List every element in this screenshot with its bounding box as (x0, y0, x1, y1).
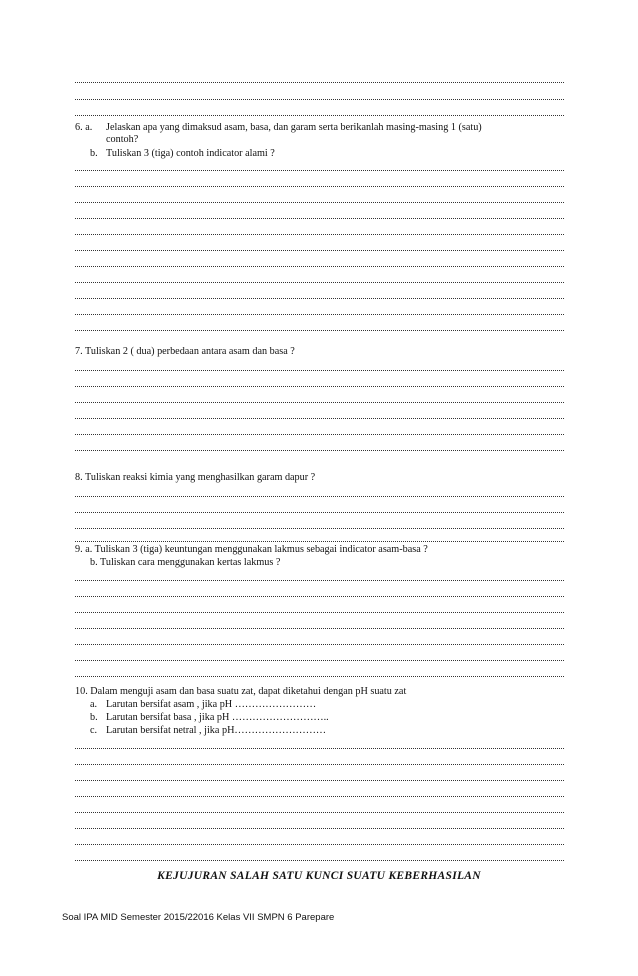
question-7-text: 7. Tuliskan 2 ( dua) perbedaan antara asam dan basa ? (75, 346, 295, 357)
question-9a-text: 9. a. Tuliskan 3 (tiga) keuntungan menggunakan lakmus sebagai indicator asam-basa ? (75, 544, 428, 555)
answer-line (75, 82, 564, 83)
answer-line (75, 434, 564, 435)
answer-line (75, 541, 564, 542)
question-10c-text: Larutan bersifat netral , jika pH……………………… (106, 725, 327, 736)
question-6b-text: Tuliskan 3 (tiga) contoh indicator alami ? (106, 148, 275, 159)
answer-line (75, 860, 564, 861)
answer-line (75, 282, 564, 283)
question-10a-text: Larutan bersifat asam , jika pH …………………… (106, 699, 317, 710)
answer-line (75, 612, 564, 613)
answer-line (75, 644, 564, 645)
question-10b-text: Larutan bersifat basa , jika pH ……………………….. (106, 712, 329, 723)
answer-line (75, 450, 564, 451)
answer-line (75, 418, 564, 419)
answer-line (75, 628, 564, 629)
question-9b-text: b. Tuliskan cara menggunakan kertas lakmus ? (90, 557, 281, 568)
answer-line (75, 780, 564, 781)
answer-line (75, 764, 564, 765)
answer-line (75, 170, 564, 171)
answer-line (75, 676, 564, 677)
answer-line (75, 812, 564, 813)
question-6-number: 6. a. (75, 122, 93, 133)
answer-line (75, 580, 564, 581)
answer-line (75, 512, 564, 513)
answer-line (75, 828, 564, 829)
answer-line (75, 266, 564, 267)
question-6a-text-cont: contoh? (106, 134, 139, 145)
answer-line (75, 330, 564, 331)
answer-line (75, 596, 564, 597)
answer-line (75, 660, 564, 661)
answer-line (75, 402, 564, 403)
answer-line (75, 234, 564, 235)
answer-line (75, 796, 564, 797)
answer-line (75, 370, 564, 371)
answer-line (75, 314, 564, 315)
answer-line (75, 186, 564, 187)
question-6a-text: Jelaskan apa yang dimaksud asam, basa, dan garam serta berikanlah masing-masing 1 (satu) (106, 122, 482, 133)
answer-line (75, 298, 564, 299)
motto: KEJUJURAN SALAH SATU KUNCI SUATU KEBERHASILAN (157, 870, 481, 882)
page-footer: Soal IPA MID Semester 2015/22016 Kelas VII SMPN 6 Parepare (62, 912, 335, 923)
answer-line (75, 202, 564, 203)
answer-line (75, 528, 564, 529)
answer-line (75, 99, 564, 100)
answer-line (75, 496, 564, 497)
answer-line (75, 386, 564, 387)
answer-line (75, 250, 564, 251)
answer-line (75, 218, 564, 219)
answer-line (75, 844, 564, 845)
question-10-text: 10. Dalam menguji asam dan basa suatu zat, dapat diketahui dengan pH suatu zat (75, 686, 407, 697)
question-6b-label: b. (90, 148, 98, 159)
answer-line (75, 115, 564, 116)
question-10b-label: b. (90, 712, 98, 723)
question-10a-label: a. (90, 699, 98, 710)
question-10c-label: c. (90, 725, 98, 736)
question-8-text: 8. Tuliskan reaksi kimia yang menghasilkan garam dapur ? (75, 472, 316, 483)
answer-line (75, 748, 564, 749)
